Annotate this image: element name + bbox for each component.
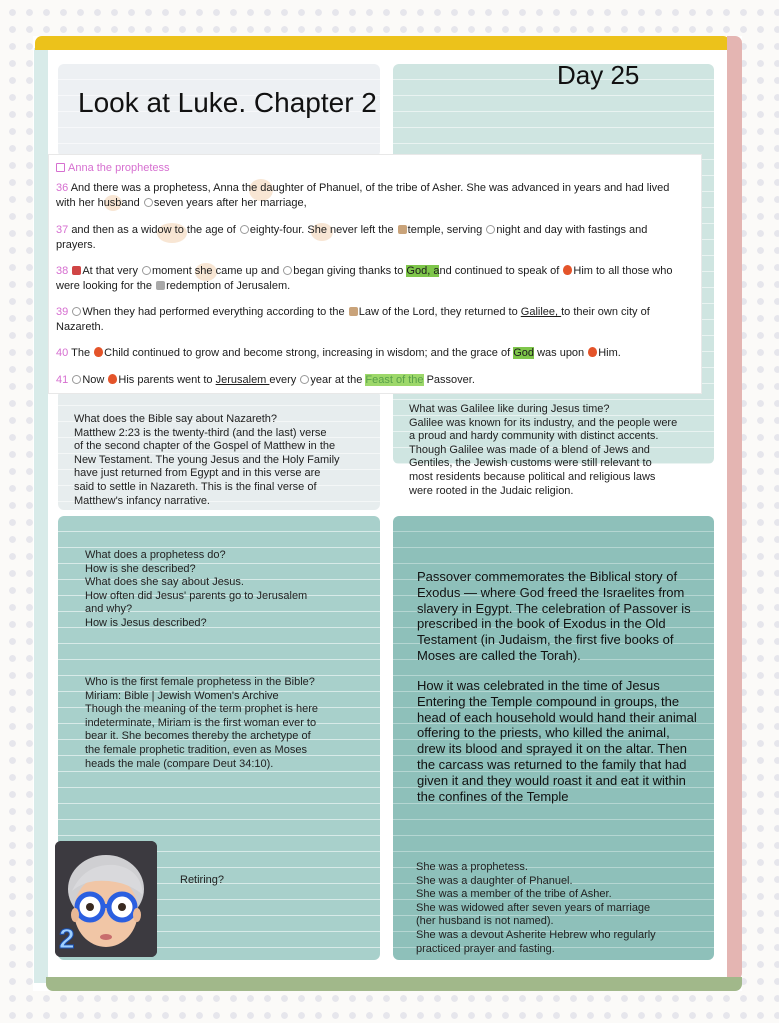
quill-icon: [72, 266, 81, 275]
clock-icon: [72, 307, 81, 316]
celebration-note: How it was celebrated in the time of Jesus Entering the Temple compound in groups, the head of each household would hand their animal offering to the priests, who killed the animal, drew its blood and sprayed it on the altar. Then the carcass was returned to the family that had given it and they would roast it and eat it within the confines of the Temple: [417, 678, 697, 804]
flame-icon: [108, 374, 117, 384]
study-questions: What does a prophetess do? How is she described? What does she say about Jesus. How often did Jesus' parents go to Jerusalem and why? How is Jesus described?: [85, 549, 308, 629]
flame-icon: [94, 347, 103, 357]
passover-note: Passover commemorates the Biblical story of Exodus — where God freed the Israelites from slavery in Egypt. The celebration of Passover is prescribed in the book of Exodus in the Old Testament (in Judaism, the first five books of Moses are called the Torah).: [417, 569, 691, 663]
verse-41: 41 Now His parents went to Jerusalem every year at the Feast of the Passover.: [56, 374, 475, 386]
clock-icon: [300, 375, 309, 384]
avatar: [55, 841, 157, 957]
verse-39: 39 When they had performed everything according to the Law of the Lord, they returned to Galilee, to their own city of Nazareth.: [56, 306, 650, 333]
miriam-note: Who is the first female prophetess in the Bible? Miriam: Bible | Jewish Women's Archive Though the meaning of the term prophet is here indeterminate, Miriam is the first woman ever to bear it. She becomes thereby the archetype of the female prophetic tradition, even as Moses heads the male (compare Deut 34:10).: [85, 676, 318, 770]
verse-38: 38 At that very moment she came up and began giving thanks to God, and continued to speak of Him to all those who were looking for the redemption of Jerusalem.: [56, 265, 673, 292]
day-label: Day 25: [557, 60, 640, 90]
clock-icon: [240, 225, 249, 234]
underlined-place: Galilee,: [520, 306, 562, 318]
clock-icon: [486, 225, 495, 234]
law-icon: [349, 307, 358, 316]
clock-icon: [283, 266, 292, 275]
flame-icon: [588, 347, 597, 357]
clock-icon: [144, 198, 153, 207]
scripture-passage: [48, 154, 702, 394]
highlighted-word: God: [513, 347, 535, 359]
page-title: Look at Luke. Chapter 2: [78, 87, 377, 118]
verse-40: 40 The Child continued to grow and become strong, increasing in wisdom; and the grace of God was upon Him.: [56, 347, 621, 359]
left-border-strip: [34, 48, 48, 983]
highlighted-word: God, a: [406, 265, 440, 277]
passage-heading: Anna the prophetess: [56, 161, 170, 176]
nazareth-note: What does the Bible say about Nazareth? Matthew 2:23 is the twenty-third (and the last) verse of the second chapter of the Gospel of Matthew in the New Testament. The young Jesus and the Holy Family have just returned from Egypt and in this verse are said to settle in Nazareth. This is the final verse of Matthew's infancy narrative.: [74, 413, 340, 507]
verse-36: 36 And there was a prophetess, Anna the daughter of Phanuel, of the tribe of Asher. She was advanced in years and had lived with her husband seven years after her marriage,: [56, 182, 670, 209]
top-yellow-tape: [35, 36, 730, 50]
highlighted-phrase: Feast of the: [365, 374, 424, 386]
underlined-place: Jerusalem: [215, 374, 270, 386]
avatar-badge: 2: [59, 923, 75, 954]
clock-icon: [142, 266, 151, 275]
right-pink-tape: [727, 36, 742, 980]
copy-icon: [56, 163, 65, 172]
bottom-green-tape: [46, 977, 742, 991]
scroll-icon: [156, 281, 165, 290]
flame-icon: [563, 265, 572, 275]
retiring-label: Retiring?: [180, 874, 225, 886]
temple-icon: [398, 225, 407, 234]
galilee-note: What was Galilee like during Jesus time? Galilee was known for its industry, and the people were a proud and hardy community with distinct accents. Though Galilee was made of a blend of Jews and Gentiles, the Jewish customs were still relevant to most residents because political and religious laws were rooted in the Judaic religion.: [409, 403, 678, 497]
anna-summary: She was a prophetess. She was a daughter of Phanuel. She was a member of the tribe of Asher. She was widowed after seven years of marriage (her husband is not named). She was a devout Asherite Hebrew who regularly practiced prayer and fasting.: [416, 861, 656, 955]
clock-icon: [72, 375, 81, 384]
verse-37: 37 and then as a widow to the age of eighty-four. She never left the temple, serving night and day with fastings and prayers.: [56, 224, 648, 251]
